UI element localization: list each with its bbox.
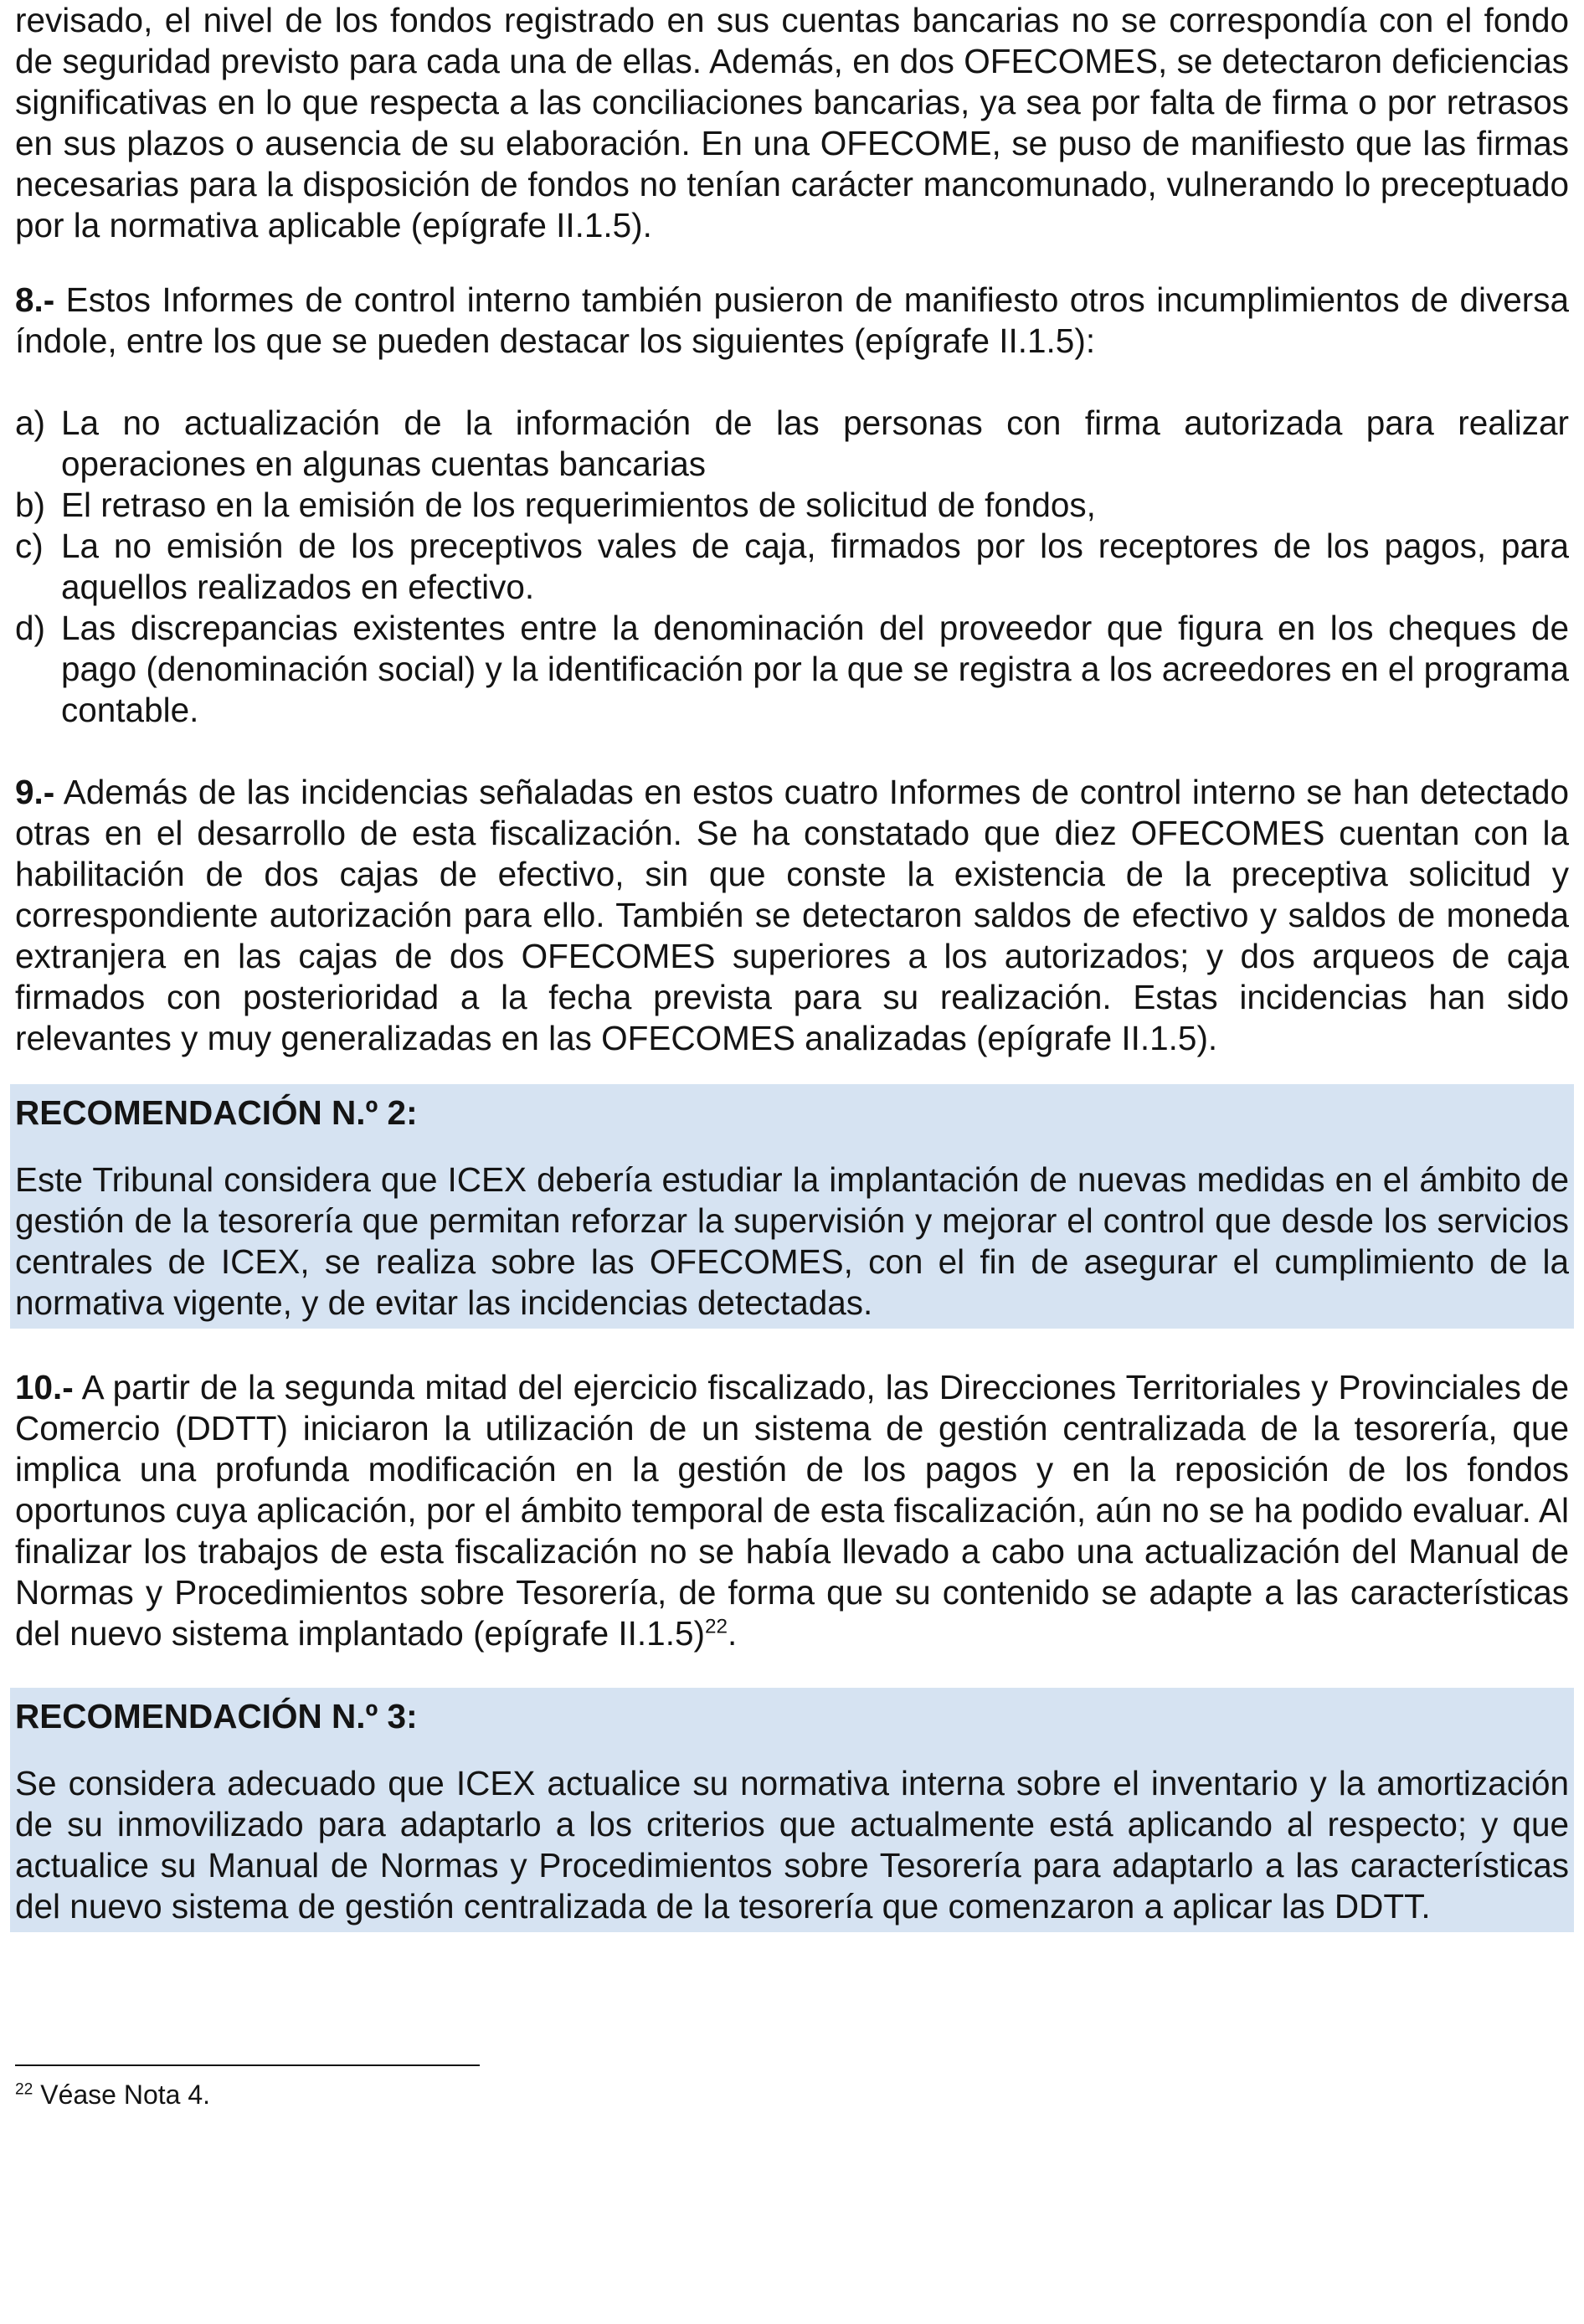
- recommendation-text: Se considera adecuado que ICEX actualice su normativa interna sobre el inventario y la amortización de su inmovilizado para adaptarlo a los criterios que actualmente está aplicando al respecto; y que actualice su Manual de Normas y Procedimientos sobre Tesorería para adaptarlo a las características del nuevo sistema de gestión centralizada de la tesorería que comenzaron a aplicar las DDTT.: [15, 1764, 1569, 1926]
- list-marker: c): [15, 527, 44, 565]
- paragraph-number: 8.-: [15, 280, 55, 319]
- paragraph-text: Estos Informes de control interno también pusieron de manifiesto otros incumplimientos de diversa índole, entre los que se pueden destacar los siguientes (epígrafe II.1.5):: [15, 280, 1569, 360]
- list-item: [15, 485, 1569, 526]
- paragraph-9: [15, 772, 1569, 1059]
- list-item-text: La no emisión de los preceptivos vales de caja, firmados por los receptores de los pagos, para aquellos realizados en efectivo.: [61, 527, 1569, 606]
- list-item: [15, 608, 1569, 731]
- incidences-list: [15, 403, 1569, 731]
- list-item-text: Las discrepancias existentes entre la denominación del proveedor que figura en los cheques de pago (denominación social) y la identificación por la que se registra a los acreedores en el programa contable.: [61, 609, 1570, 729]
- footnote-text: Véase Nota 4.: [33, 2080, 211, 2110]
- recommendation-2-box: [10, 1084, 1574, 1329]
- paragraph-10: [15, 1367, 1569, 1654]
- list-marker: d): [15, 609, 46, 647]
- list-item: [15, 526, 1569, 608]
- paragraph-end: .: [728, 1614, 738, 1653]
- footnote-separator: [15, 2064, 480, 2066]
- paragraph-number: 9.-: [15, 773, 55, 811]
- footnote-number: 22: [15, 2080, 33, 2099]
- paragraph-8: [15, 280, 1569, 362]
- paragraph-number: 10.-: [15, 1368, 74, 1406]
- paragraph-continuation: revisado, el nivel de los fondos registrado en sus cuentas bancarias no se correspondía con el fondo de seguridad previsto para cada una de ellas. Además, en dos OFECOMES, se detectaron deficiencias significativas en lo que respecta a las conciliaciones bancarias, ya sea por falta de firma o por retrasos en sus plazos o ausencia de su elaboración. En una OFECOME, se puso de manifiesto que las firmas necesarias para la disposición de fondos no tenían carácter mancomunado, vulnerando lo preceptuado por la normativa aplicable (epígrafe II.1.5).: [15, 1, 1569, 244]
- recommendation-3-box: [10, 1688, 1574, 1932]
- footnote-reference[interactable]: 22: [704, 1615, 728, 1638]
- paragraph-text: Además de las incidencias señaladas en estos cuatro Informes de control interno se han detectado otras en el desarrollo de esta fiscalización. Se ha constatado que diez OFECOMES cuentan con la habilitación de dos cajas de efectivo, sin que conste la existencia de la preceptiva solicitud y correspondiente autorización para ello. También se detectaron saldos de efectivo y saldos de moneda extranjera en las cajas de dos OFECOMES superiores a los autorizados; y dos arqueos de caja firmados con posterioridad a la fecha prevista para su realización. Estas incidencias han sido relevantes y muy generalizadas en las OFECOMES analizadas (epígrafe II.1.5).: [15, 773, 1569, 1057]
- footnote: [15, 2078, 210, 2111]
- recommendation-title: RECOMENDACIÓN N.º 2:: [15, 1093, 418, 1132]
- list-item-text: El retraso en la emisión de los requerimientos de solicitud de fondos,: [61, 486, 1096, 524]
- recommendation-text: Este Tribunal considera que ICEX debería estudiar la implantación de nuevas medidas en el ámbito de gestión de la tesorería que permitan reforzar la supervisión y mejorar el control que desde los servicios centrales de ICEX, se realiza sobre las OFECOMES, con el fin de asegurar el cumplimiento de la normativa vigente, y de evitar las incidencias detectadas.: [15, 1160, 1569, 1322]
- list-marker: a): [15, 404, 46, 442]
- list-item: [15, 403, 1569, 485]
- paragraph-text: A partir de la segunda mitad del ejercicio fiscalizado, las Direcciones Territoriales y Provinciales de Comercio (DDTT) iniciaron la utilización de un sistema de gestión centralizada de la tesorería, que implica una profunda modificación en la gestión de los pagos y en la reposición de los fondos oportunos cuya aplicación, por el ámbito temporal de esta fiscalización, aún no se ha podido evaluar. Al finalizar los trabajos de esta fiscalización no se había llevado a cabo una actualización del Manual de Normas y Procedimientos sobre Tesorería, de forma que su contenido se adapte a las características del nuevo sistema implantado (epígrafe II.1.5): [15, 1368, 1569, 1653]
- list-marker: b): [15, 486, 46, 524]
- document-page: [15, 0, 1569, 1932]
- recommendation-title: RECOMENDACIÓN N.º 3:: [15, 1697, 418, 1735]
- list-item-text: La no actualización de la información de las personas con firma autorizada para realizar operaciones en algunas cuentas bancarias: [61, 404, 1569, 483]
